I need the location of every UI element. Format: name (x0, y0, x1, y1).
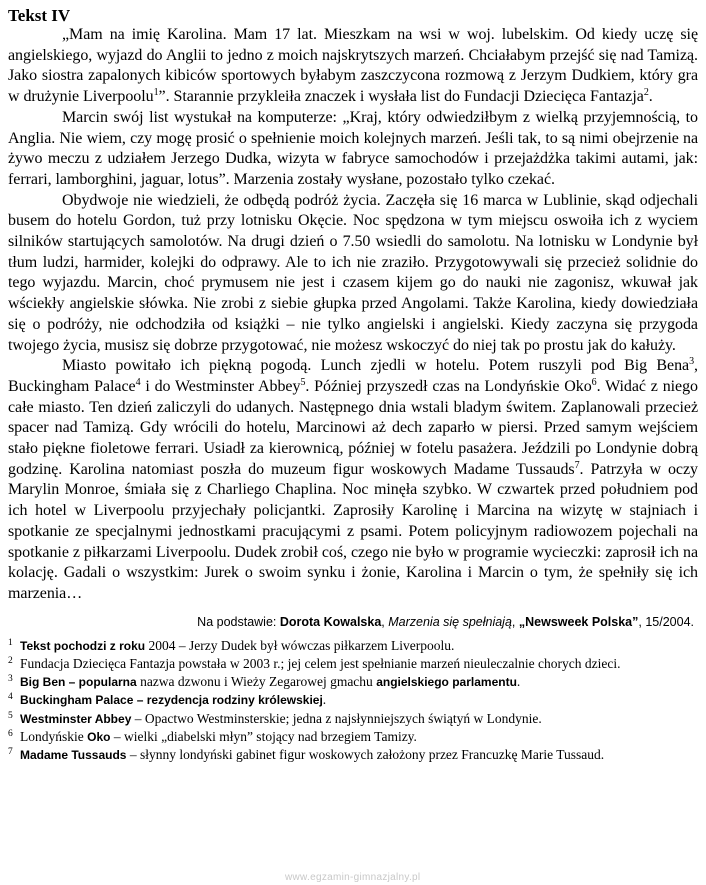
paragraph (8, 356, 698, 604)
text-body (8, 25, 698, 605)
footnote-term: Oko (87, 729, 111, 744)
footnote (8, 656, 698, 674)
text-title: Tekst IV (8, 6, 71, 25)
footnote-number: 4 (8, 692, 13, 703)
paragraph-text: . Patrzyła w oczy Marylin Monroe, śmiała się z Charliego Chaplina. Noc minęła szybko. W czwartek przed południem pod ich hotel w Liverpoolu przyjechały policjantki. Zaprosiły Karolinę i Marcina na wizytę w stajniach i spotkanie ze specjalnymi jednostkami pracującymi z psami. Potem policyjnym radiowozem pojechali na spotkanie z piłkarzami Liverpoolu. Dudek zrobił coś, czego nie było w programie wycieczki: zaprosił ich na kolację. Gadali o wszystkim: Jurek o swoim synku i żonie, Karolina i Marcin o tym, że spełniły się ich marzenia… (8, 460, 698, 602)
footnote-text (20, 638, 454, 654)
footnote-text (20, 656, 621, 671)
paragraph (8, 191, 698, 357)
source-separator: , (511, 614, 519, 629)
footnote-marker: 3 (689, 356, 695, 368)
paragraph-text: i do Westminster Abbey (140, 377, 301, 395)
footnote-marker: 4 (135, 376, 141, 388)
paragraph-text: Marcin swój list wystukał na komputerze: „Kraj, który odwiedziłbym z wielką przyjemnością, to Anglia. Nie wiem, czy mogę prosić o spełnienie moich kolejnych marzeń. Jeśli tak, to są nimi obejrzenie na żywo meczu z udziałem Jerzego Dudka, wizyta w fabryce samochodów i przejażdżka takimi autami, jak: ferrari, lamborghini, jaguar, lotus”. Marzenia zostały wysłane, pozostało tylko czekać. (8, 108, 698, 188)
footnote-text (20, 711, 542, 727)
footnote-number: 6 (8, 728, 13, 739)
footnote-description: . (516, 674, 521, 690)
footnote-text (20, 692, 326, 708)
footnote-marker: 6 (591, 376, 597, 388)
footnote-marker: 1 (153, 87, 159, 99)
source-issue: , 15/2004. (638, 614, 694, 629)
footnote-description: . (322, 692, 327, 708)
paragraph-text: . Widać z niego całe miasto. Ten dzień zaliczyli do udanych. Następnego dnia wstali bladym świtem. Zaplanowali przecież spacer nad Tamizą. Gdy wrócili do hotelu, Marcinowi aż dech zaparło w piersi. Przed samym wejściem stało piękne fioletowe ferrari. Usiadł za kierownicą, później w fotelu pasażera. Jeździli po Londynie dobrą godzinę. Karolina natomiast poszła do muzeum figur woskowych Madame Tussauds (8, 377, 698, 478)
paragraph-text: Obydwoje nie wiedzieli, że odbędą podróż życia. Zaczęła się 16 marca w Lublinie, skąd odjechali busem do hotelu Gordon, tuż przy lotnisku Okęcie. Noc spędzona w tym miejscu oswoiła ich z wyciem silników startujących samolotów. Na drugi dzień o 7.50 wsiedli do samolotu. Na lotnisku w Londynie był tłum ludzi, harmider, kolejki do odprawy. Ale to ich nie zraziło. Przygotowywali się przecież solidnie do tego wyjazdu. Marcin, choć prymusem nie jest i czasem kijem go do nauki nie zagonisz, wkuwał jak wściekły angielskie słówka. Nie zrobi z siebie głupka przed Angolami. Także Karolina, kiedy dowiedziała się o podróży, nie odchodziła od książki – nie tylko angielski i angielski. Kiedy zaczyna się przygoda twojego życia, musisz się dobrze przygotować, nie możesz wskoczyć do niej tak po prostu jak do kałuży. (8, 191, 698, 354)
footnote-marker: 5 (300, 376, 306, 388)
footnote-term: Madame Tussauds (20, 747, 127, 762)
footnote-description: Londyńskie (20, 728, 88, 744)
footnote-text (20, 729, 417, 745)
source-prefix: Na podstawie: (197, 614, 280, 629)
paragraph-text: ”. Starannie przykleiła znaczek i wysłała list do Fundacji Dziecięca Fantazja (158, 88, 644, 106)
paragraph-text: Miasto powitało ich piękną pogodą. Lunch zjedli w hotelu. Potem ruszyli pod Big Bena (62, 357, 690, 375)
footnote-description: Fundacja Dziecięca Fantazja powstała w 2003 r.; jej celem jest spełnianie marzeń nieuleczalnie chorych dzieci. (20, 655, 621, 671)
footnote-term: Tekst pochodzi z roku (20, 638, 146, 653)
source-work: Marzenia się spełniają (388, 614, 512, 629)
footnote-description: – wielki „diabelski młyn” stojący nad brzegiem Tamizy. (110, 728, 417, 744)
source-citation (8, 613, 698, 631)
paragraph (8, 108, 698, 191)
footnote-term: angielskiego parlamentu (376, 675, 517, 690)
footnote-description: nazwa dzwonu i Wieży Zegarowej gmachu (136, 674, 377, 690)
source-journal: „Newsweek Polska” (518, 614, 639, 629)
paragraph-text: „Mam na imię Karolina. Mam 17 lat. Mieszkam na wsi w woj. lubelskim. Od kiedy uczę się angielskiego, wyjazd do Anglii to jedno z moich najskrytszych marzeń. Chciałabym przejść się nad Tamizą. Jako siostra zapalonych kibiców sportowych byłabym zaszczycona rozmową z Jerzym Dudkiem, który gra w drużynie Liverpoolu (8, 26, 698, 106)
footnote-description: – Opactwo Westminsterskie; jedna z najsłynniejszych świątyń w Londynie. (131, 710, 542, 726)
footnote (8, 638, 698, 656)
footnote-term: Buckingham Palace – rezydencja rodziny królewskiej (20, 693, 323, 708)
footnote (8, 692, 698, 710)
watermark: www.egzamin-gimnazjalny.pl (285, 872, 421, 883)
paragraph (8, 25, 698, 108)
footnote-number: 7 (8, 746, 13, 757)
source-author: Dorota Kowalska (279, 614, 382, 629)
footnote-text (20, 674, 520, 690)
footnote-description: 2004 – Jerzy Dudek był wówczas piłkarzem Liverpoolu. (145, 637, 455, 653)
source-separator: , (381, 614, 389, 629)
footnote-number: 2 (8, 655, 13, 666)
paragraph-text: . Później przyszedł czas na Londyńskie Oko (305, 377, 592, 395)
footnote (8, 711, 698, 729)
footnote (8, 674, 698, 692)
footnote-number: 1 (8, 637, 13, 648)
footnote-marker: 2 (643, 87, 649, 99)
footnote-text (20, 747, 604, 763)
footnote (8, 747, 698, 765)
footnote-number: 5 (8, 710, 13, 721)
footnote-number: 3 (8, 674, 13, 685)
footnote-term: Big Ben – popularna (20, 675, 137, 690)
paragraph-text: , Buckingham Palace (8, 357, 698, 395)
footnote-marker: 7 (574, 459, 580, 471)
footnote (8, 729, 698, 747)
paragraph-text: . (648, 88, 653, 106)
footnote-description: – słynny londyński gabinet figur woskowych założony przez Francuzkę Marie Tussaud. (126, 746, 605, 762)
footnotes (8, 638, 698, 765)
footnote-term: Westminster Abbey (20, 711, 132, 726)
